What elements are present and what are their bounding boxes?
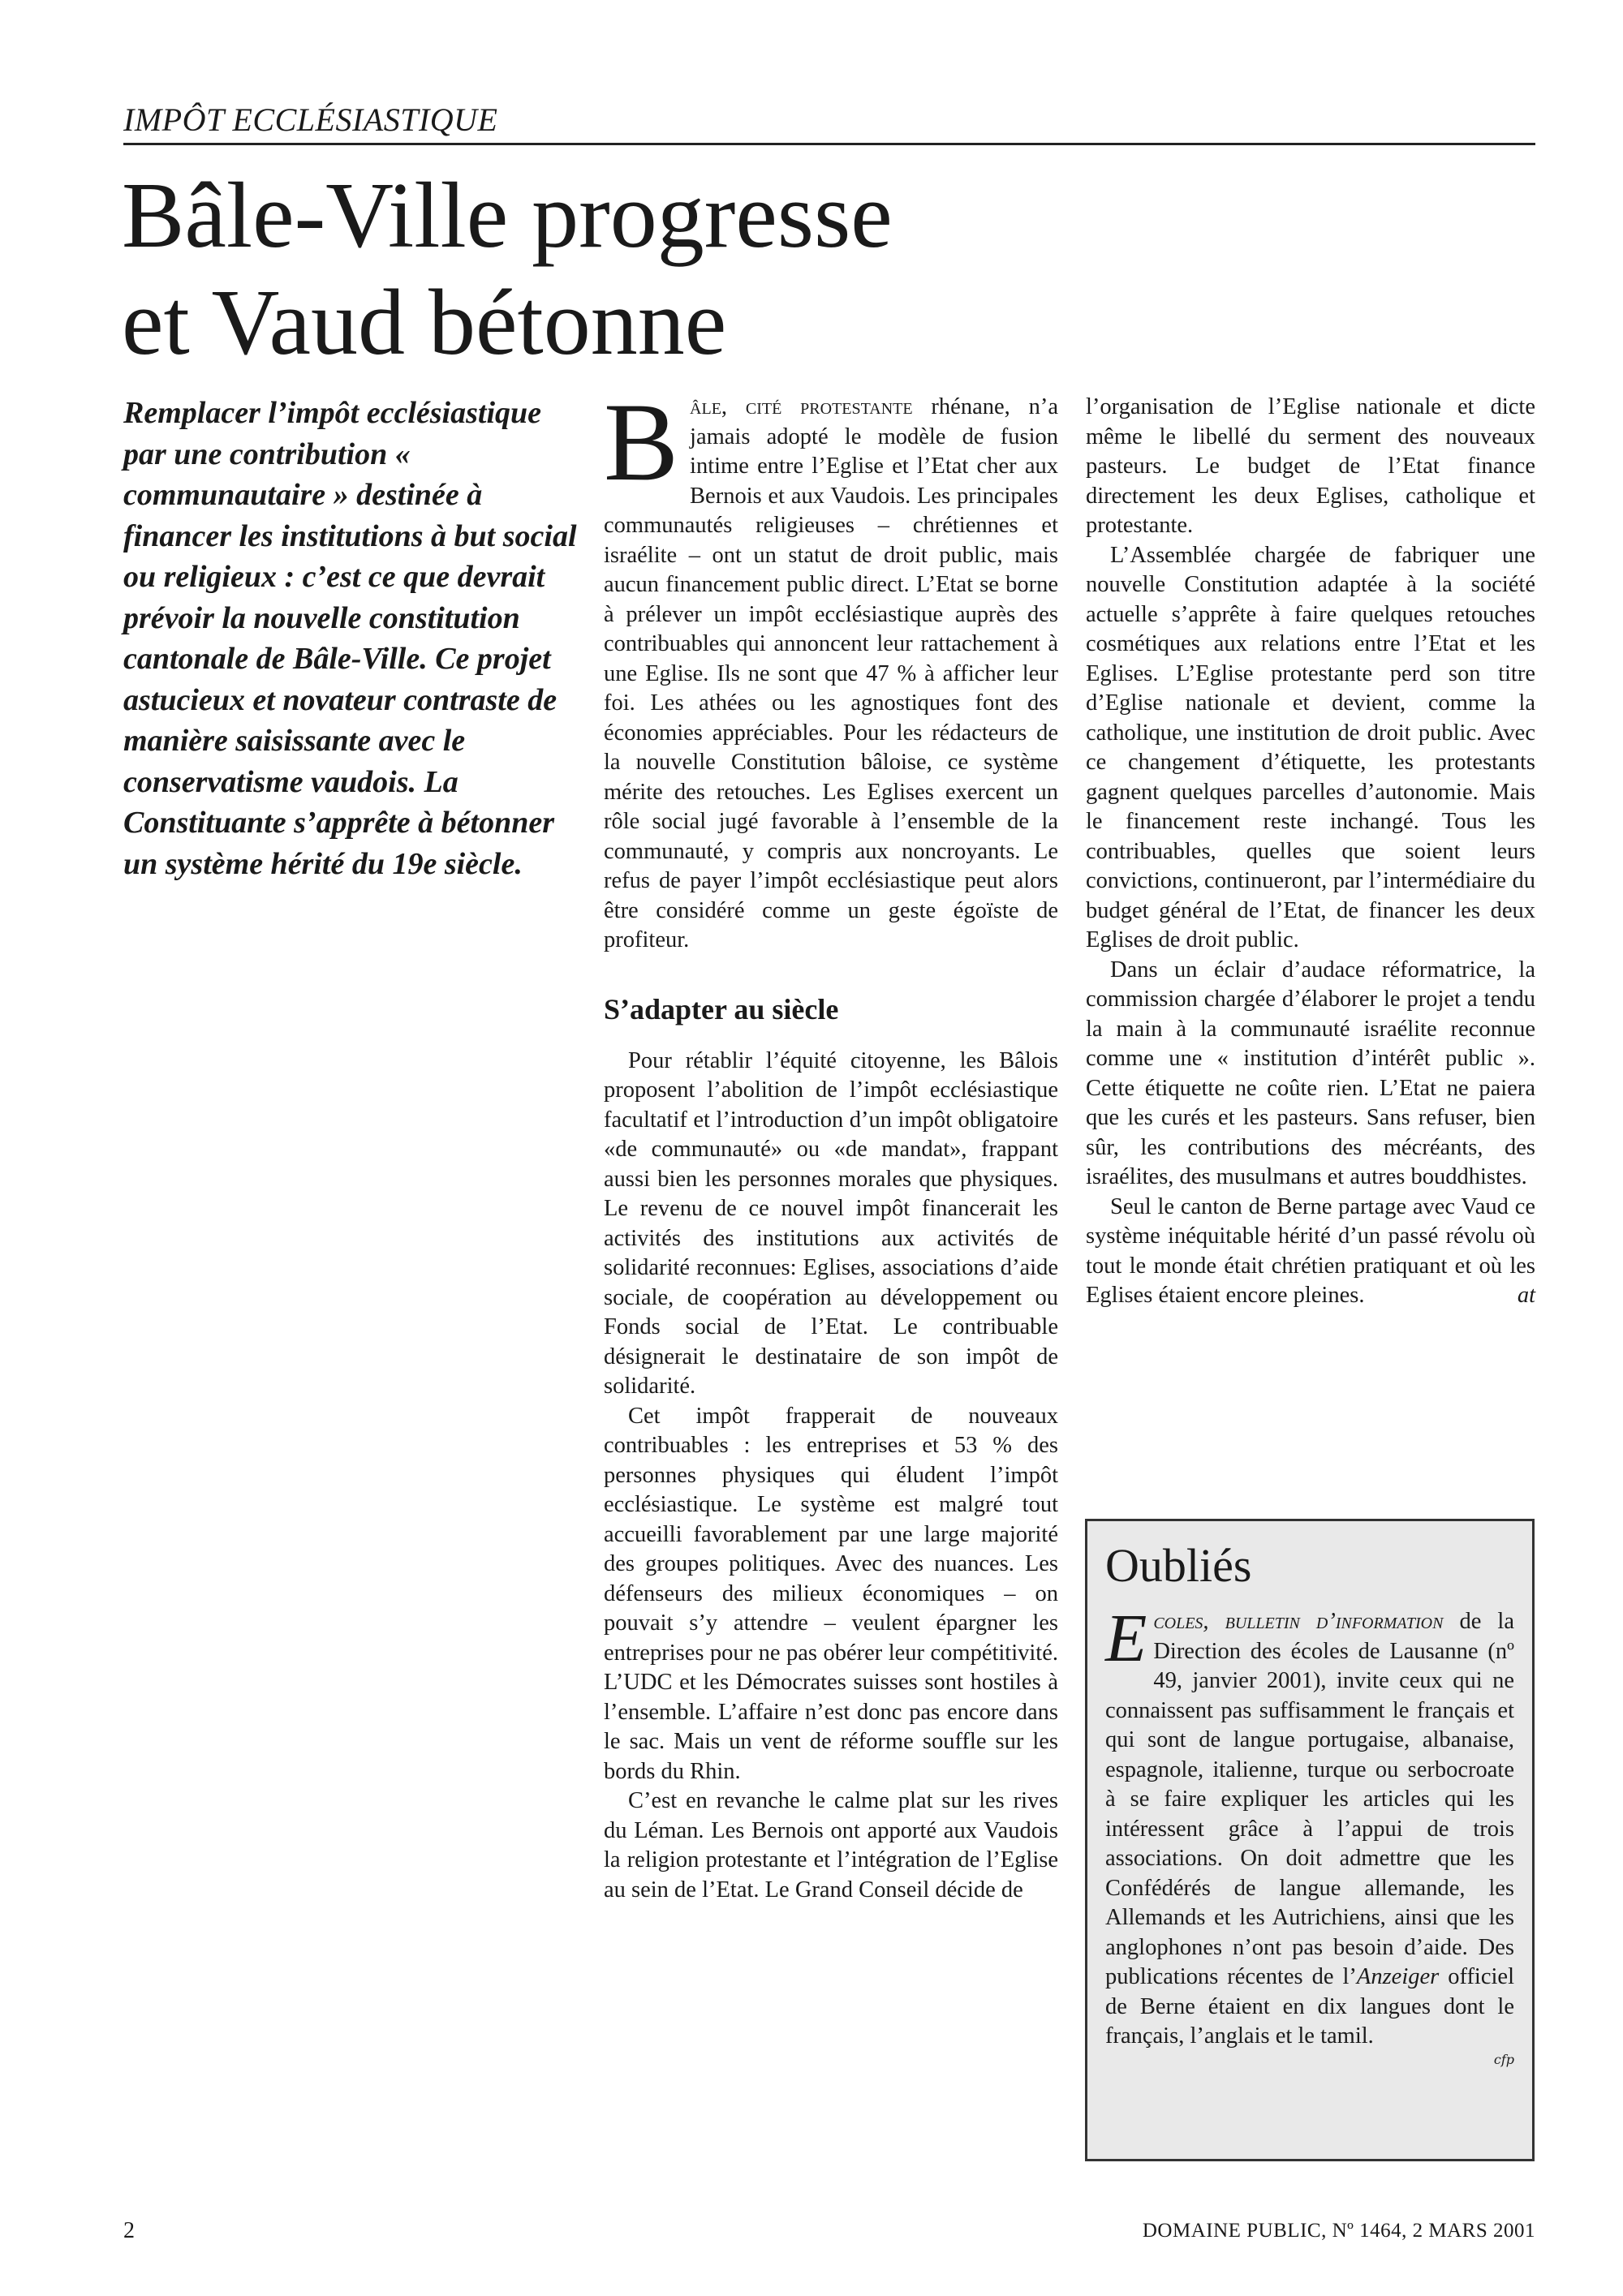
sidebar-text: de la Direction des écoles de Lausanne (nº 49, janvier 2001), invite ceux qui ne connaissent pas suffisamment le français et qui sont de langue portugaise, albanaise, espagnole, italienne, turque ou serbocroate à se faire expliquer les articles qui les intéressent grâce à l’appui de trois associations. On doit admettre que les Confédérés de langue allemande, les Allemands et les Autrichiens, ainsi que les anglophones n’ont pas besoin d’aide. Des publications récentes de l’ (1105, 1609, 1514, 1989)
article-paragraph-1 (604, 380, 1058, 956)
sidebar-text-end: officiel de Berne étaient en dix langues dont le français, l’anglais et le tamil. (1105, 1964, 1514, 2049)
article-column-2 (604, 380, 1058, 1905)
article-paragraph-7 (1086, 1193, 1535, 1311)
sidebar-title: Oubliés (1105, 1539, 1252, 1592)
article-paragraph-4: C’est en revanche le calme plat sur les rives du Léman. Les Bernois ont apporté aux Vaudois la religion protestante et l’intégration de l’Eglise au sein de l’Etat. Le Grand Conseil décide de (604, 1788, 1058, 1903)
opening-smallcaps: âle, cité protestante (690, 394, 913, 419)
sidebar-body (1105, 1601, 1514, 2052)
sidebar-signature: cfp (1493, 2051, 1514, 2067)
anzeiger-title: Anzeiger (1356, 1964, 1440, 1989)
publication-footer: DOMAINE PUBLIC, Nº 1464, 2 MARS 2001 (1142, 2220, 1535, 2242)
sidebar-opening-smallcaps: coles, bulletin d’information (1153, 1609, 1444, 1634)
article-column-3 (1086, 393, 1535, 1311)
section-label: IMPÔT ECCLÉSIASTIQUE (123, 101, 1535, 145)
headline-line-2: et Vaud bétonne (122, 271, 727, 375)
subheading: S’adapter au siècle (604, 992, 839, 1025)
headline (122, 162, 1096, 376)
lead-paragraph: Remplacer l’impôt ecclésiastique par une contribution « communautaire » destinée à financer les institutions à but social ou religieux : c’est ce que devrait prévoir la nouvelle constitution cantonale de Bâle-Ville. Ce projet astucieux et novateur contraste de manière saisissante avec le conservatisme vaudois. La Constituante s’apprête à bétonner un système hérité du 19e siècle. (123, 396, 577, 881)
headline-line-1: Bâle-Ville progresse (122, 164, 893, 268)
article-paragraph-3: Cet impôt frapperait de nouveaux contribuables : les entreprises et 53 % des personnes physiques qui éludent l’impôt ecclésiastique. Le système est malgré tout accueilli favorablement par une large majorité des groupes politiques. Avec des nuances. Les défenseurs des milieux économiques – on pouvait s’y attendre – veulent épargner les entreprises pour ne pas obérer leur compétitivité. L’UDC et les Démocrates suisses sont hostiles à l’ensemble. L’affaire n’est donc pas encore dans le sac. Mais un vent de réforme souffle sur les bords du Rhin. (604, 1403, 1058, 1784)
article-paragraph-6: Dans un éclair d’audace réformatrice, la commission chargée d’élaborer le projet a tendu la main à la communauté israélite reconnue comme une « institution d’intérêt public ». Cette étiquette ne coûte rien. L’Etat ne paiera que les curés et les pasteurs. Sans refuser, bien sûr, les contributions des mécréants, des israélites, des musulmans et autres bouddhistes. (1086, 957, 1535, 1189)
article-paragraph-4-continued: l’organisation de l’Eglise nationale et dicte même le libellé du serment des nouveaux pasteurs. Le budget de l’Etat finance directement les deux Eglises, catholique et protestante. (1086, 394, 1535, 538)
paragraph-1-text: rhénane, n’a jamais adopté le modèle de fusion intime entre l’Eglise et l’Etat cher aux Bernois et aux Vaudois. Les principales communautés religieuses – chrétiennes et israélite – ont un statut de droit public, mais aucun financement public direct. L’Etat se borne à prélever un impôt ecclésiastique auprès des contribuables qui annoncent leur rattachement à une Eglise. Ils ne sont que 47 % à afficher leur foi. Les athées ou les agnostiques font des économies appréciables. Pour les rédacteurs de la nouvelle Constitution bâloise, ce système mérite des retouches. Les Eglises exercent un rôle social jugé favorable à l’ensemble de la communauté, y compris aux noncroyants. Le refus de payer l’impôt ecclésiastique peut alors être considéré comme un geste égoïste de profiteur. (604, 394, 1058, 952)
article-paragraph-5: L’Assemblée chargée de fabriquer une nouvelle Constitution adaptée à la société actuelle s’apprête à faire quelques retouches cosmétiques aux relations entre l’Etat et les Eglises. L’Eglise protestante perd son titre d’Eglise nationale et devient, comme la catholique, une institution de droit public. Avec ce changement d’étiquette, les protestants gagnent quelques parcelles d’autonomie. Mais le financement reste inchangé. Tous les contribuables, quelles que soient leurs convictions, continueront, par l’intermédiaire du budget général de l’Etat, de financer les deux Eglises de droit public. (1086, 542, 1535, 952)
article-paragraph-2: Pour rétablir l’équité citoyenne, les Bâlois proposent l’abolition de l’impôt ecclésiastique facultatif et l’introduction d’un impôt obligatoire «de communauté» ou «de mandat», frappant aussi bien les personnes morales que physiques. Le revenu de ce nouvel impôt financerait les activités des institutions aux activités de solidarité reconnues: Eglises, associations d’aide sociale, de coopération au développement ou Fonds social de l’Etat. Le contribuable désignerait le destinataire de son impôt de solidarité. (604, 1047, 1058, 1399)
page-number: 2 (123, 2218, 135, 2243)
article-signature: at (1517, 1283, 1535, 1308)
sidebar-box (1085, 1519, 1535, 2161)
sidebar-drop-cap: E (1105, 1601, 1147, 1676)
drop-cap: B (604, 380, 679, 504)
paragraph-7-text: Seul le canton de Berne partage avec Vaud ce système inéquitable hérité d’un passé révolu où tout le monde était chrétien pratiquant et où les Eglises étaient encore pleines. (1086, 1193, 1535, 1308)
